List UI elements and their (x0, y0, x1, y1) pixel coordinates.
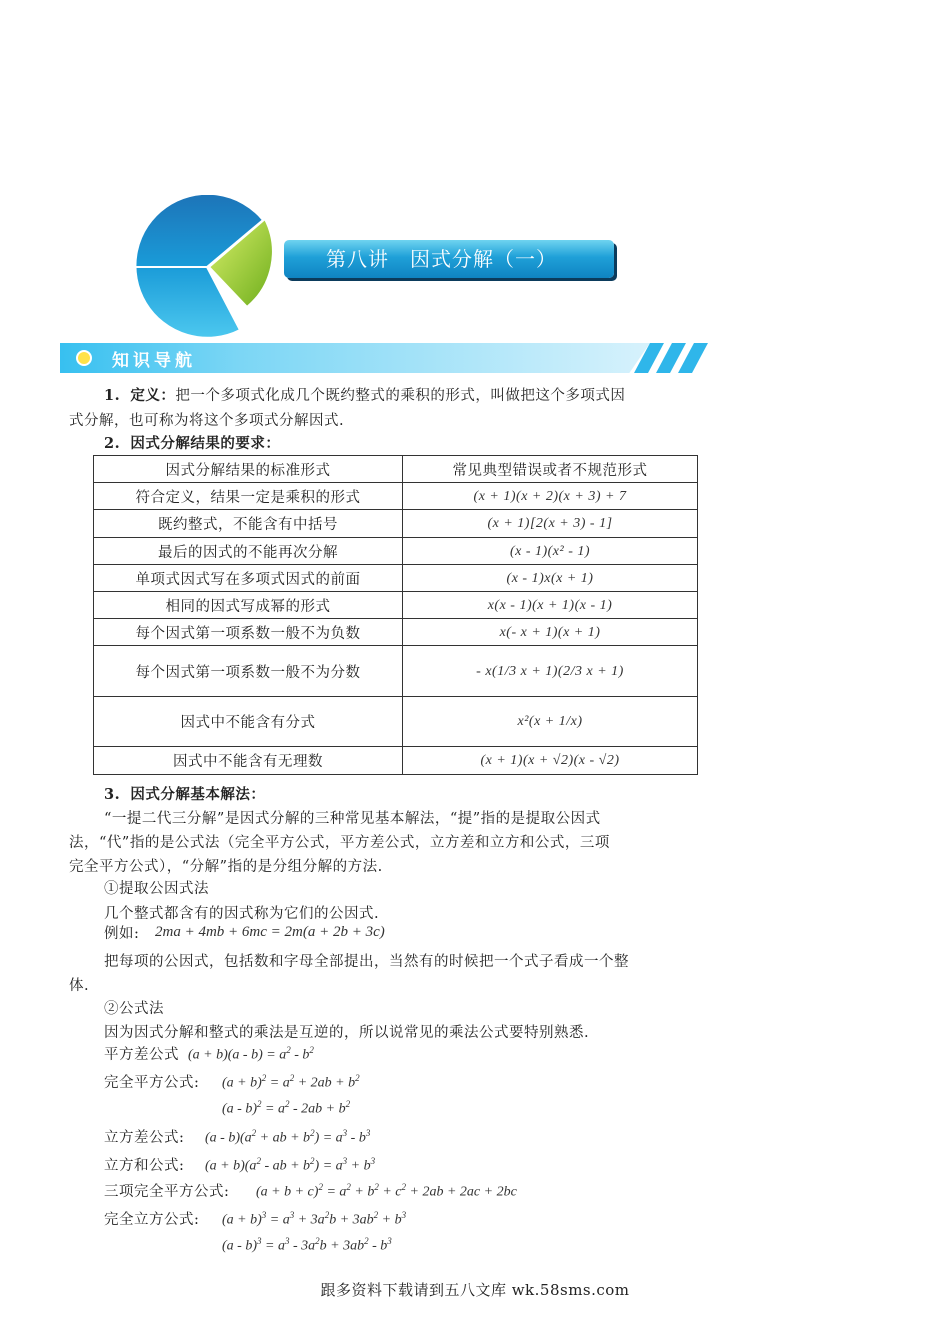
table-row (94, 619, 698, 646)
table-row (94, 747, 698, 775)
page-title: 第八讲 因式分解（一） (284, 240, 614, 278)
paragraph-line: 体. (69, 978, 90, 994)
table-cell: 既约整式，不能含有中括号 (94, 510, 403, 538)
column-header: 因式分解结果的标准形式 (94, 456, 403, 483)
perfect-cube-formula: $(a - b)^3 = a^3 - 3a^2b + 3ab^2 - b^3$ (222, 1236, 392, 1254)
definition-text: 把一个多项式化成几个既约整式的乘积的形式，叫做把这个多项式因 (175, 388, 626, 404)
example-formula: x²(x + 1/x) (517, 714, 583, 729)
definition-text: 式分解，也可称为将这个多项式分解因式. (69, 413, 345, 429)
perfect-square-formula: $(a + b)^2 = a^2 + 2ab + b^2$ (222, 1073, 360, 1091)
requirements-heading (104, 432, 280, 456)
column-header: 常见典型错误或者不规范形式 (403, 456, 698, 483)
formula-label: 立方差公式: (104, 1130, 185, 1146)
difference-of-squares-formula: $(a + b)(a - b) = a^2 - b^2$ (188, 1045, 314, 1063)
item-number: 2. (104, 435, 121, 452)
table-cell (403, 483, 698, 510)
sum-of-cubes-formula: $(a + b)(a^2$ - ab + $b^2) = a^3 + b^3$ (205, 1156, 376, 1174)
table-row (94, 646, 698, 697)
example-formula: 2ma + 4mb + 6mc = 2m(a + 2b + 3c) (155, 924, 385, 940)
table-cell (403, 565, 698, 592)
table-cell: 因式中不能含有分式 (94, 697, 403, 747)
formula-label: 完全平方公式: (104, 1075, 200, 1091)
trinomial-square-formula: $(a + b + c)^2 = a^2 + b^2 + c^2 + 2ab + 2ac + 2bc$ (256, 1182, 517, 1200)
method-definition: 几个整式都含有的因式称为它们的公因式. (104, 906, 380, 922)
table-cell (403, 619, 698, 646)
requirements-table (93, 455, 698, 775)
formula-label: 完全立方公式: (104, 1212, 200, 1228)
section-title: 知识导航 (112, 351, 196, 371)
pie-logo (135, 195, 280, 345)
difference-of-cubes-formula: $(a - b)(a^2$ + ab + $b^2) = a^3 - b^3$ (205, 1128, 371, 1146)
table-cell (403, 592, 698, 619)
method-intro: 因为因式分解和整式的乘法是互逆的，所以说常见的乘法公式要特别熟悉. (104, 1025, 590, 1041)
perfect-cube-formula: $(a + b)^3 = a^3 + 3a^2b + 3ab^2 + b^3$ (222, 1210, 407, 1228)
item-heading: 因式分解结果的要求： (130, 435, 281, 452)
item-heading: 因式分解基本解法： (130, 786, 266, 803)
table-cell: 每个因式第一项系数一般不为分数 (94, 646, 403, 697)
example-label: 例如: (104, 926, 140, 942)
item-number: 3. (104, 786, 121, 803)
perfect-square-formula: $(a - b)^2 = a^2 - 2ab + b^2$ (222, 1099, 351, 1117)
example-formula: (x + 1)(x + 2)(x + 3) + 7 (473, 488, 627, 504)
methods-heading (104, 783, 265, 807)
method-title: ①提取公因式法 (104, 881, 209, 897)
table-cell: 因式中不能含有无理数 (94, 747, 403, 775)
table-cell: 符合定义，结果一定是乘积的形式 (94, 483, 403, 510)
example-formula: (x + 1)(x + √2)(x - √2) (480, 753, 620, 768)
table-cell: 最后的因式的不能再次分解 (94, 538, 403, 565)
table-row (94, 592, 698, 619)
table-cell (403, 510, 698, 538)
method-title: ②公式法 (104, 1001, 164, 1017)
table-row (94, 510, 698, 538)
table-cell: 相同的因式写成幂的形式 (94, 592, 403, 619)
item-number: 1. (104, 387, 121, 404)
table-row (94, 483, 698, 510)
formula-label: 立方和公式: (104, 1158, 185, 1174)
paragraph-line: 把每项的公因式，包括数和字母全部提出，当然有的时候把一个式子看成一个整 (104, 954, 629, 970)
table-row (94, 697, 698, 747)
table-row (94, 565, 698, 592)
bullet-icon (76, 350, 92, 366)
example-formula: - x(1/3 x + 1)(2/3 x + 1) (476, 663, 624, 679)
table-cell: 单项式因式写在多项式因式的前面 (94, 565, 403, 592)
paragraph-line: “一提二代三分解”是因式分解的三种常见基本解法，“提”指的是提取公因式 (104, 811, 601, 827)
table-header-row (94, 456, 698, 483)
table-cell: 每个因式第一项系数一般不为负数 (94, 619, 403, 646)
example-formula: x(- x + 1)(x + 1) (499, 624, 601, 640)
example-formula: (x + 1)[2(x + 3) - 1] (487, 516, 613, 531)
table-cell (403, 646, 698, 697)
table-cell (403, 697, 698, 747)
formula-label: 平方差公式 (104, 1047, 179, 1063)
paragraph-line: 法，“代”指的是公式法（完全平方公式，平方差公式，立方差和立方和公式，三项 (69, 835, 610, 851)
table-cell (403, 747, 698, 775)
example-formula: (x - 1)x(x + 1) (506, 570, 594, 586)
item-heading: 定义： (130, 387, 176, 404)
example-formula: (x - 1)(x² - 1) (509, 543, 591, 559)
example-formula: x(x - 1)(x + 1)(x - 1) (487, 597, 613, 613)
table-row (94, 538, 698, 565)
paragraph-line: 完全平方公式），“分解”指的是分组分解的方法. (69, 859, 383, 875)
formula-label: 三项完全平方公式: (104, 1184, 230, 1200)
table-cell (403, 538, 698, 565)
footer-text: 跟多资料下载请到五八文库 wk.58sms.com (320, 1281, 630, 1299)
definition-line-1 (104, 384, 625, 408)
